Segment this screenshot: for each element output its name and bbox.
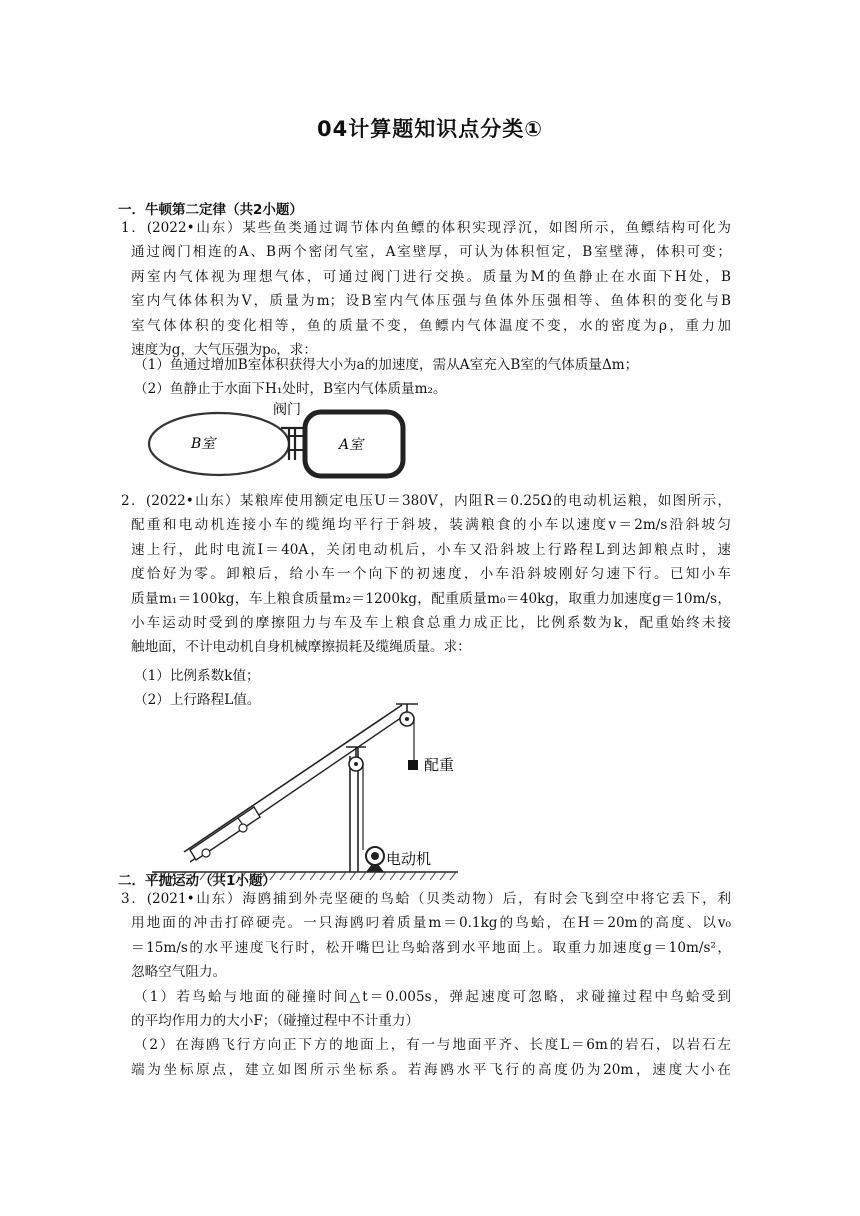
q2-line: 度恰好为零。卸粮后，给小车一个向下的初速度，小车沿斜坡刚好匀速下行。已知小车 [131, 566, 731, 583]
counterweight-block [408, 760, 418, 770]
q1-line: 速度为g，大气压强为p₀，求： [131, 342, 317, 359]
q1-line: 两室内气体视为理想气体，可通过阀门进行交换。质量为M的鱼静止在水面下H处，B [131, 268, 731, 285]
fish-bladder-figure [145, 398, 415, 488]
question-3-text [121, 887, 731, 1082]
q2-sub-2: （2）上行路程L值。 [134, 692, 261, 708]
q2-line: 触地面，不计电动机自身机械摩擦损耗及缆绳质量。求： [131, 639, 471, 656]
section-heading-newton: 一．牛顿第二定律（共2小题） [118, 202, 303, 218]
question-1-text [121, 216, 731, 362]
q3-line: 用地面的冲击打碎硬壳。一只海鸥叼着质量m＝0.1kg的鸟蛤，在H＝20m的高度、以v₀ [131, 915, 731, 932]
q1-line: 室气体体积的变化相等，鱼的质量不变，鱼鳔内气体温度不变，水的密度为ρ，重力加 [131, 317, 731, 334]
q2-line: 小车运动时受到的摩擦阻力与车及车上粮食总重力成正比，比例系数为k，配重始终未接 [131, 615, 731, 632]
incline-surface [184, 705, 402, 852]
q3-line: 端为坐标原点，建立如图所示坐标系。若海鸥水平飞行的高度仍为20m，速度大小在 [131, 1061, 731, 1078]
question-1-subquestions [131, 353, 638, 401]
q3-line: 的平均作用力的大小F；（碰撞过程中不计重力） [131, 1013, 420, 1030]
q3-line: 3．(2021•山东）海鸥捕到外壳坚硬的鸟蛤（贝类动物）后，有时会飞到空中将它丢下，利 [121, 891, 731, 907]
counterweight-label: 配重 [424, 756, 455, 774]
valve-label: 阀门 [273, 402, 301, 418]
q3-line: 忽略空气阻力。 [131, 964, 227, 981]
q2-line: 速上行，此时电流I＝40A，关闭电动机后，小车又沿斜坡上行路程L到达卸粮点时，速 [131, 541, 731, 558]
q3-line: （1）若鸟蛤与地面的碰撞时间△t＝0.005s，弹起速度可忽略，求碰撞过程中鸟蛤受到 [134, 988, 731, 1005]
q1-line: 室内气体体积为V，质量为m；设B室内气体压强与鱼体外压强相等、鱼体积的变化与B [131, 293, 731, 310]
q1-line: 通过阀门相连的A、B两个密闭气室，A室壁厚，可认为体积恒定，B室壁薄，体积可变； [131, 244, 731, 261]
q1-sub-2: （2）鱼静止于水面下H₁处时，B室内气体质量m₂。 [134, 381, 447, 397]
q1-line: 1．(2022•山东）某些鱼类通过调节体内鱼鳔的体积实现浮沉，如图所示，鱼鳔结构可化为 [121, 220, 731, 236]
motor-label: 电动机 [386, 850, 432, 868]
section-heading-projectile: 二．平抛运动（共1小题） [118, 873, 276, 889]
page-title: 04计算题知识点分类① [316, 117, 543, 141]
a-room-label: A室 [339, 437, 364, 453]
q2-line: 2．(2022•山东）某粮库使用额定电压U＝380V，内阻R＝0.25Ω的电动机运粮，如图所示， [121, 493, 731, 509]
b-room-label: B室 [191, 436, 216, 452]
incline-motor-figure [150, 700, 470, 882]
q2-line: 配重和电动机连接小车的缆绳均平行于斜坡，装满粮食的小车以速度v＝2m/s沿斜坡匀 [131, 517, 731, 534]
question-2-text [121, 489, 731, 660]
b-room-shape [149, 413, 289, 475]
q2-line: 质量m₁＝100kg，车上粮食质量m₂＝1200kg，配重质量m₀＝40kg，取重力加速度g＝10m/s， [131, 590, 731, 607]
q3-line: ＝15m/s的水平速度飞行时，松开嘴巴让鸟蛤落到水平地面上。取重力加速度g＝10m/s²， [131, 939, 731, 956]
grain-cart [190, 807, 260, 860]
q3-line: （2）在海鸥飞行方向正下方的地面上，有一与地面平齐、长度L＝6m的岩石，以岩石左 [134, 1037, 731, 1054]
q1-sub-1: （1）鱼通过增加B室体积获得大小为a的加速度，需从A室充入B室的气体质量Δm； [134, 357, 639, 373]
q2-sub-1: （1）比例系数k值； [134, 668, 260, 684]
